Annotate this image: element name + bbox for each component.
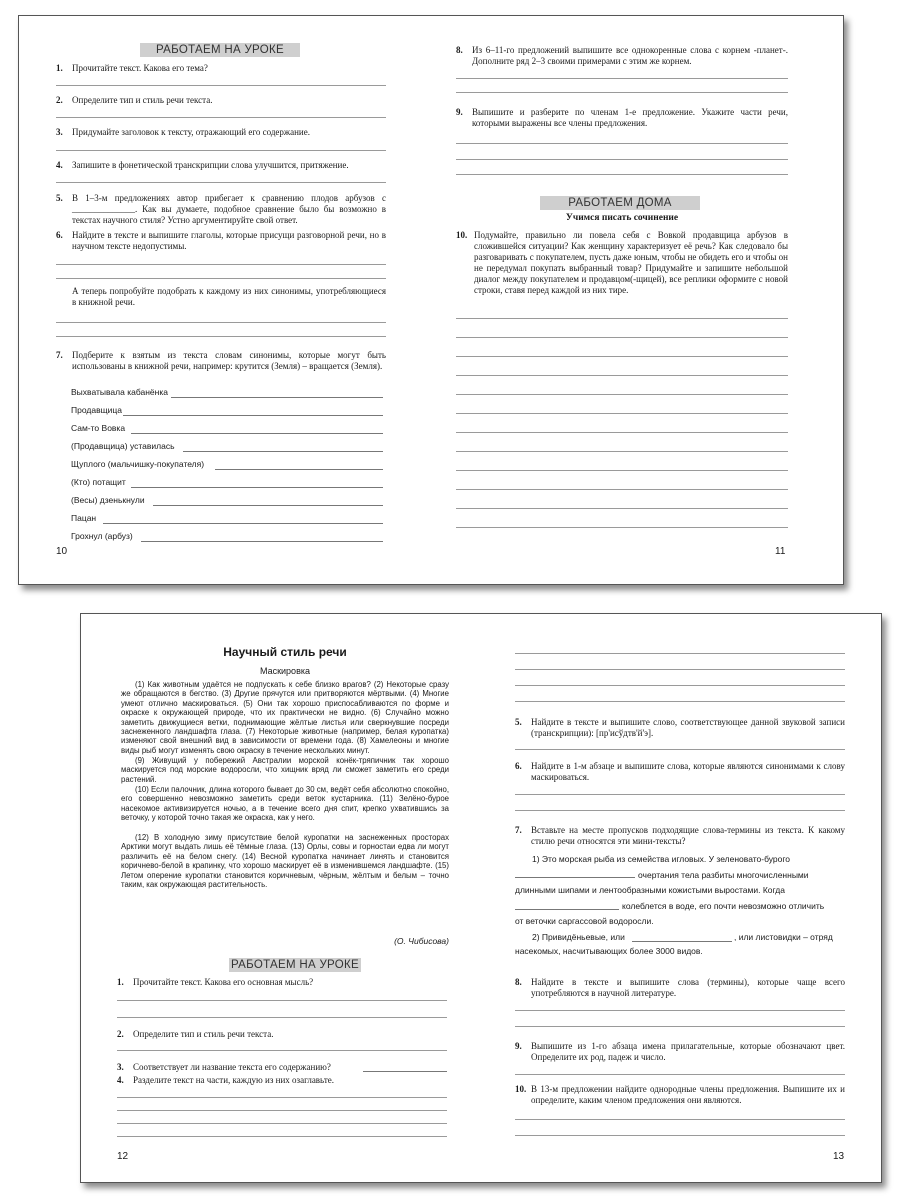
- question-text: Найдите в тексте и выпишите слова (термины), которые чаще всего употребляются в научной литературе.: [531, 977, 845, 998]
- minitext-2-line-2: насекомых, насчитывающих более 3000 видов.: [515, 946, 703, 956]
- banner-homework: РАБОТАЕМ ДОМА: [540, 196, 700, 210]
- question-number: 9.: [515, 1041, 522, 1051]
- question-3: [56, 127, 386, 138]
- question-number: 3.: [117, 1062, 124, 1072]
- page-number: 10: [56, 546, 68, 557]
- synonym-answer-line[interactable]: [153, 505, 383, 506]
- question-text: А теперь попробуйте подобрать к каждому из них синонимы, употребляющиеся в книжной речи.: [72, 286, 386, 307]
- answer-line[interactable]: [456, 394, 788, 395]
- question-10: [456, 230, 788, 296]
- minitext-2-start: 2) Привидёньевые, или: [532, 932, 625, 942]
- question-1: [117, 977, 447, 988]
- question-6: [515, 761, 845, 783]
- synonym-answer-line[interactable]: [103, 523, 383, 524]
- question-text: Прочитайте текст. Какова его основная мысль?: [133, 977, 314, 987]
- question-text: Подумайте, правильно ли повела себя с Вовкой продавщица арбузов в сложившейся ситуации? Как женщину характеризует её речь? Как следовало бы разговаривать с покупателем, пусть даже юным, чтобы не обидеть его и чтобы он не передумал покупать выбранный товар? Придумайте и запишите небольшой диалог между покупателем и продавцом(-щицей), все реплики оформите с новой строки, ставя перед каждой из них тире.: [474, 230, 788, 295]
- synonym-prompt: (Весы) дзенькнули: [71, 495, 145, 505]
- text-paragraph-4: (12) В холодную зиму присутствие белой куропатки на заснеженных просторах Арктики могут выдать лишь её тёмные глаза. (13) Орлы, совы и горностаи едва ли могут различить её на белом снегу. (14) Весной куропатка начинает линять и становится коричнево-белой в крапинку, что хорошо маскирует её в изменившемся ландшафте. (15) Летом оперение куропатки становится коричневым, чёрным, жёлтым и белым – точно таким, как окружающая растительность.: [121, 833, 449, 890]
- section-subtitle: Учимся писать сочинение: [565, 213, 679, 223]
- question-6: [56, 230, 386, 252]
- question-7: [515, 825, 845, 847]
- question-number: 1.: [56, 63, 63, 73]
- gap-line[interactable]: [515, 877, 635, 878]
- page-12: [81, 614, 482, 1182]
- answer-line[interactable]: [515, 685, 845, 686]
- question-text: Найдите в тексте и выпишите глаголы, которые присущи разговорной речи, но в научном тексте недопустимы.: [72, 230, 386, 251]
- question-4: [117, 1075, 447, 1086]
- answer-line[interactable]: [456, 92, 788, 93]
- synonym-prompt: Выхватывала кабанёнка: [71, 387, 168, 397]
- question-number: 4.: [117, 1075, 124, 1085]
- question-5: [56, 193, 386, 226]
- answer-line[interactable]: [456, 527, 788, 528]
- synonym-answer-line[interactable]: [131, 433, 383, 434]
- answer-line[interactable]: [456, 470, 788, 471]
- answer-line[interactable]: [56, 278, 386, 279]
- question-text: Определите тип и стиль речи текста.: [72, 95, 213, 105]
- answer-line[interactable]: [515, 1010, 845, 1011]
- page-10: [19, 16, 432, 584]
- question-1: [56, 63, 386, 74]
- question-text: Придумайте заголовок к тексту, отражающий его содержание.: [72, 127, 310, 137]
- answer-line[interactable]: [456, 489, 788, 490]
- question-number: 5.: [515, 717, 522, 727]
- spread-pages-12-13: [80, 613, 882, 1183]
- question-number: 7.: [56, 350, 63, 360]
- question-5: [515, 717, 845, 739]
- synonym-prompt: (Кто) потащит: [71, 477, 126, 487]
- question-number: 7.: [515, 825, 522, 835]
- minitext-1-line-4: колеблется в воде, его почти невозможно отличить: [622, 901, 825, 911]
- answer-line[interactable]: [456, 78, 788, 79]
- question-number: 8.: [515, 977, 522, 987]
- answer-line[interactable]: [117, 1136, 447, 1137]
- minitext-1-line-1: 1) Это морская рыба из семейства игловых. У зеленовато-бурого: [532, 854, 791, 864]
- answer-line[interactable]: [56, 322, 386, 323]
- synonym-answer-line[interactable]: [183, 451, 383, 452]
- answer-line[interactable]: [117, 1097, 447, 1098]
- answer-line[interactable]: [56, 150, 386, 151]
- gap-line[interactable]: [515, 909, 619, 910]
- answer-line[interactable]: [456, 375, 788, 376]
- text-paragraph-2: (9) Живущий у побережий Австралии морской конёк-тряпичник так хорошо маскируется под морские водоросли, что хищник вряд ли сможет заметить его среди растений.: [121, 756, 449, 784]
- answer-line[interactable]: [117, 1110, 447, 1111]
- question-text: Определите тип и стиль речи текста.: [133, 1029, 274, 1039]
- answer-line[interactable]: [515, 669, 845, 670]
- question-text: Выпишите и разберите по членам 1-е предложение. Укажите части речи, которыми выражены все члены предложения.: [472, 107, 788, 128]
- synonym-prompt: Сам-то Вовка: [71, 423, 126, 433]
- answer-line[interactable]: [515, 810, 845, 811]
- question-text: Найдите в тексте и выпишите слово, соответствующее данной звуковой записи (транскрипции): [пр'исўдтв'й'э].: [531, 717, 845, 738]
- text-title: Маскировка: [259, 666, 310, 676]
- answer-line[interactable]: [56, 85, 386, 86]
- answer-line[interactable]: [515, 1074, 845, 1075]
- question-number: 6.: [56, 230, 63, 240]
- answer-line[interactable]: [456, 337, 788, 338]
- answer-line[interactable]: [56, 117, 386, 118]
- synonym-answer-line[interactable]: [215, 469, 383, 470]
- question-number: 1.: [117, 977, 124, 987]
- page-number: 11: [775, 546, 786, 557]
- question-number: 5.: [56, 193, 63, 203]
- answer-line[interactable]: [56, 264, 386, 265]
- question-text: Соответствует ли название текста его содержанию?: [133, 1062, 331, 1072]
- question-text: Подберите к взятым из текста словам синонимы, которые могут быть использованы в книжной речи, например: крутится (Земля) – вращается (Земля).: [72, 350, 386, 371]
- question-text: Из 6–11-го предложений выпишите все однокоренные слова с корнем -планет-. Дополните ряд 2–3 своими примерами с этим же корнем.: [472, 45, 788, 66]
- synonym-prompt: (Продавщица) уставилась: [71, 441, 175, 451]
- question-number: 6.: [515, 761, 522, 771]
- question-text: Вставьте на месте пропусков подходящие слова-термины из текста. К какому стилю речи относятся эти мини-тексты?: [531, 825, 845, 846]
- answer-line[interactable]: [456, 159, 788, 160]
- synonym-answer-line[interactable]: [141, 541, 383, 542]
- question-8: [456, 45, 788, 67]
- question-2: [117, 1029, 447, 1040]
- synonym-prompt: Грохнул (арбуз): [71, 531, 133, 541]
- question-number: 10.: [515, 1084, 527, 1094]
- page-number: 12: [117, 1151, 129, 1162]
- banner-lesson: РАБОТАЕМ НА УРОКЕ: [230, 959, 359, 971]
- minitext-1-line-2: очертания тела разбиты многочисленными: [638, 870, 809, 880]
- answer-line[interactable]: [456, 318, 788, 319]
- question-6-part-b: [56, 286, 386, 308]
- answer-line[interactable]: [117, 1000, 447, 1001]
- question-8: [515, 977, 845, 999]
- question-text: Разделите текст на части, каждую из них озаглавьте.: [133, 1075, 334, 1085]
- question-7: [56, 350, 386, 372]
- page-title: Научный стиль речи: [223, 645, 347, 659]
- answer-line[interactable]: [456, 451, 788, 452]
- minitext-1-line-3: длинными шипами и лентообразными кожистыми выростами. Когда: [515, 885, 785, 895]
- synonym-prompt: Пацан: [71, 513, 97, 523]
- question-number: 2.: [56, 95, 63, 105]
- synonym-prompt: Продавщица: [71, 405, 122, 415]
- answer-line[interactable]: [456, 174, 788, 175]
- synonym-prompt: Щуплого (мальчишку-покупателя): [71, 459, 205, 469]
- answer-line[interactable]: [515, 749, 845, 750]
- question-2: [56, 95, 386, 106]
- answer-line[interactable]: [515, 1135, 845, 1136]
- question-text: Найдите в 1-м абзаце и выпишите слова, которые являются синонимами к слову маскироваться.: [531, 761, 845, 782]
- answer-line[interactable]: [117, 1123, 447, 1124]
- answer-line[interactable]: [56, 182, 386, 183]
- answer-line[interactable]: [515, 794, 845, 795]
- answer-line[interactable]: [456, 356, 788, 357]
- answer-line[interactable]: [515, 1119, 845, 1120]
- answer-line[interactable]: [456, 143, 788, 144]
- banner-lesson: РАБОТАЕМ НА УРОКЕ: [140, 43, 300, 57]
- minitext-1-line-5: от веточки саргассовой водоросли.: [515, 916, 654, 926]
- text-paragraph-1: (1) Как животным удаётся не подпускать к себе близко врагов? (2) Некоторые сразу же обращаются в бегство. (3) Другие прячутся или притворяются мёртвыми. (4) Многие умеют отлично маскироваться. (5) Они так хорошо приспосабливаются по форме и окраске к окружающей природе, что их практически не видно. (6) Случайно можно заметить движущиеся ветки, поднимающие жёлтые листья или сверкнувшие посреди заснеженного ландшафта глаза. (7) Некоторые животные (например, белая куропатка) изменяют свой внешний вид в зависимости от времени года. (8) Хамелеоны и многие виды рыб могут изменять свою окраску в течение нескольких минут.: [121, 680, 449, 755]
- question-number: 8.: [456, 45, 463, 55]
- question-number: 10.: [456, 230, 468, 240]
- question-number: 2.: [117, 1029, 124, 1039]
- question-text: В 13-м предложении найдите однородные члены предложения. Выпишите их и определите, каким членом предложения они являются.: [531, 1084, 845, 1105]
- answer-inline-line[interactable]: [363, 1071, 447, 1072]
- question-9: [515, 1041, 845, 1063]
- page-13: [482, 614, 883, 1182]
- synonym-answer-line[interactable]: [131, 487, 383, 488]
- text-author: (О. Чибисова): [394, 936, 449, 946]
- page-number: 13: [833, 1151, 845, 1162]
- question-number: 9.: [456, 107, 463, 117]
- question-text: Запишите в фонетической транскрипции слова улучшится, притяжение.: [72, 160, 349, 170]
- question-text: Выпишите из 1-го абзаца имена прилагательные, которые обозначают цвет. Определите их род, падеж и число.: [531, 1041, 845, 1062]
- minitext-2-end: , или листовидки – отряд: [734, 932, 833, 942]
- question-text: В 1–3-м предложениях автор прибегает к сравнению плодов арбузов с ______________. Как вы думаете, подобное сравнение было бы возможно в текстах научного стиля? Устно аргументируйте свой ответ.: [72, 193, 386, 225]
- answer-line[interactable]: [515, 1026, 845, 1027]
- synonym-answer-line[interactable]: [123, 415, 383, 416]
- answer-line[interactable]: [56, 336, 386, 337]
- question-9: [456, 107, 788, 129]
- question-text: Прочитайте текст. Какова его тема?: [72, 63, 208, 73]
- spread-pages-10-11: [18, 15, 844, 585]
- page-11: [432, 16, 845, 584]
- answer-line[interactable]: [456, 413, 788, 414]
- answer-line[interactable]: [117, 1017, 447, 1018]
- question-number: 3.: [56, 127, 63, 137]
- answer-line[interactable]: [515, 701, 845, 702]
- question-number: 4.: [56, 160, 63, 170]
- answer-line[interactable]: [515, 653, 845, 654]
- synonym-answer-line[interactable]: [171, 397, 383, 398]
- gap-line[interactable]: [632, 941, 732, 942]
- question-4: [56, 160, 386, 171]
- answer-line[interactable]: [456, 432, 788, 433]
- answer-line[interactable]: [117, 1050, 447, 1051]
- text-paragraph-3: (10) Если палочник, длина которого бывает до 30 см, ведёт себя абсолютно спокойно, его совершенно невозможно заметить среди веток кустарника. (11) Зелёно-бурое насекомое активизируется ночью, а в течение всего дня спит, крепко ухватившись за веточку, у которой точно такая же окраска, как у него.: [121, 785, 449, 823]
- question-10: [515, 1084, 845, 1106]
- answer-line[interactable]: [456, 508, 788, 509]
